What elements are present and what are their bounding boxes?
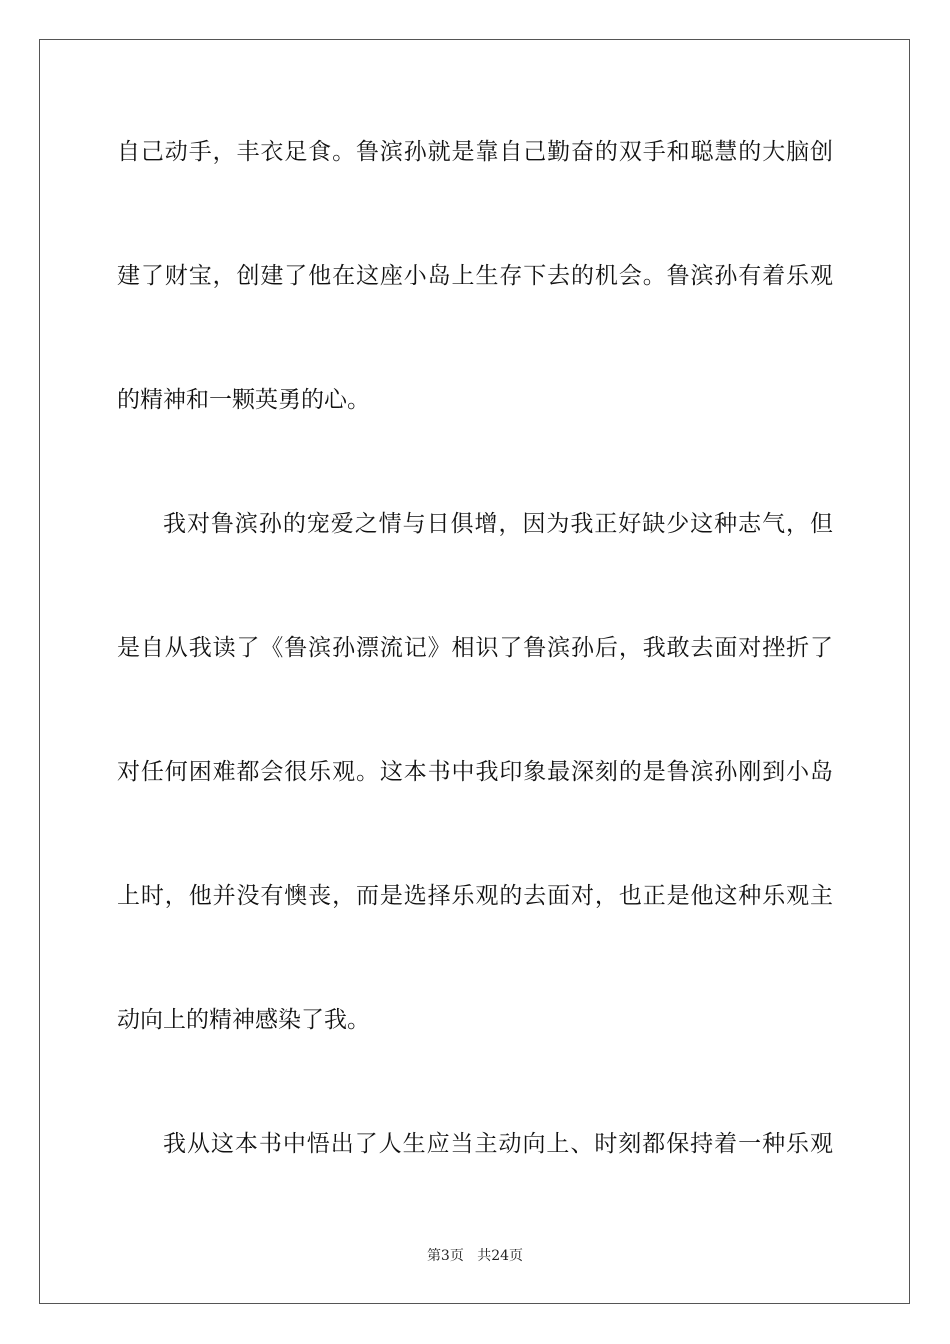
text-line: 对任何困难都会很乐观。这本书中我印象最深刻的是鲁滨孙刚到小岛	[117, 759, 833, 785]
paragraph-first-line: 我对鲁滨孙的宠爱之情与日俱增，因为我正好缺少这种志气，但	[163, 511, 833, 537]
text-line: 上时，他并没有懊丧，而是选择乐观的去面对，也正是他这种乐观主	[117, 883, 833, 909]
page-frame	[39, 39, 910, 1304]
text-line: 自己动手，丰衣足食。鲁滨孙就是靠自己勤奋的双手和聪慧的大脑创	[117, 139, 833, 165]
page-footer	[0, 1247, 950, 1265]
text-line: 是自从我读了《鲁滨孙漂流记》相识了鲁滨孙后，我敢去面对挫折了	[117, 635, 833, 661]
paragraph-first-line: 我从这本书中悟出了人生应当主动向上、时刻都保持着一种乐观	[163, 1131, 833, 1157]
total-pages: 共24页	[477, 1248, 524, 1264]
text-line: 动向上的精神感染了我。	[117, 1007, 370, 1033]
text-line: 的精神和一颗英勇的心。	[117, 387, 370, 413]
page-number: 第3页	[426, 1248, 464, 1264]
footer-spacer	[464, 1248, 477, 1264]
text-line: 建了财宝，创建了他在这座小岛上生存下去的机会。鲁滨孙有着乐观	[117, 263, 833, 289]
